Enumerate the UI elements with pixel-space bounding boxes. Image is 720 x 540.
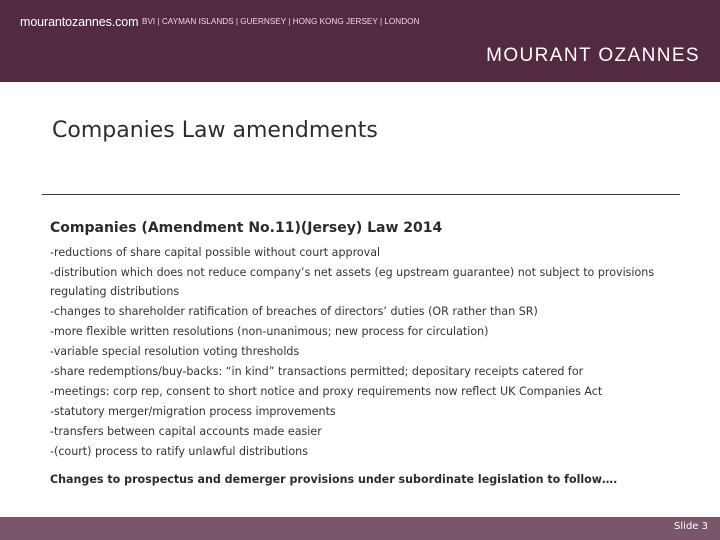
bullet-item: -more flexible written resolutions (non-unanimous; new process for circulation)	[50, 325, 489, 338]
brand-logo: MOURANT OZANNES	[486, 45, 700, 66]
footer-bar	[0, 517, 720, 540]
slide-number: Slide 3	[674, 521, 708, 532]
bullet-item: -distribution which does not reduce company’s net assets (eg upstream guarantee) not subject to provisions regulating distributions	[50, 266, 655, 298]
bullet-item: -changes to shareholder ratification of breaches of directors’ duties (OR rather than SR)	[50, 305, 538, 318]
slide-subtitle: Companies (Amendment No.11)(Jersey) Law 2014	[50, 220, 443, 236]
slide-content	[50, 220, 690, 486]
title-divider	[42, 194, 680, 195]
bullet-item: -variable special resolution voting thresholds	[50, 345, 300, 358]
bullet-item: -meetings: corp rep, consent to short notice and proxy requirements now reflect UK Companies Act	[50, 385, 603, 398]
bullet-item: -transfers between capital accounts made easier	[50, 425, 322, 438]
jurisdictions-list: BVI | CAYMAN ISLANDS | GUERNSEY | HONG KONG JERSEY | LONDON	[142, 17, 420, 26]
bullet-item: -statutory merger/migration process improvements	[50, 405, 336, 418]
bullet-item: -(court) process to ratify unlawful distributions	[50, 445, 308, 458]
bullet-item: -reductions of share capital possible without court approval	[50, 246, 381, 259]
header-banner	[0, 0, 720, 82]
bullet-item: -share redemptions/buy-backs: “in kind” transactions permitted; depositary receipts catered for	[50, 365, 584, 378]
followup-note: Changes to prospectus and demerger provisions under subordinate legislation to follow….	[50, 473, 618, 486]
slide-title: Companies Law amendments	[52, 118, 378, 143]
site-url-link[interactable]: mourantozannes.com	[20, 15, 139, 29]
bullet-list	[50, 243, 690, 461]
